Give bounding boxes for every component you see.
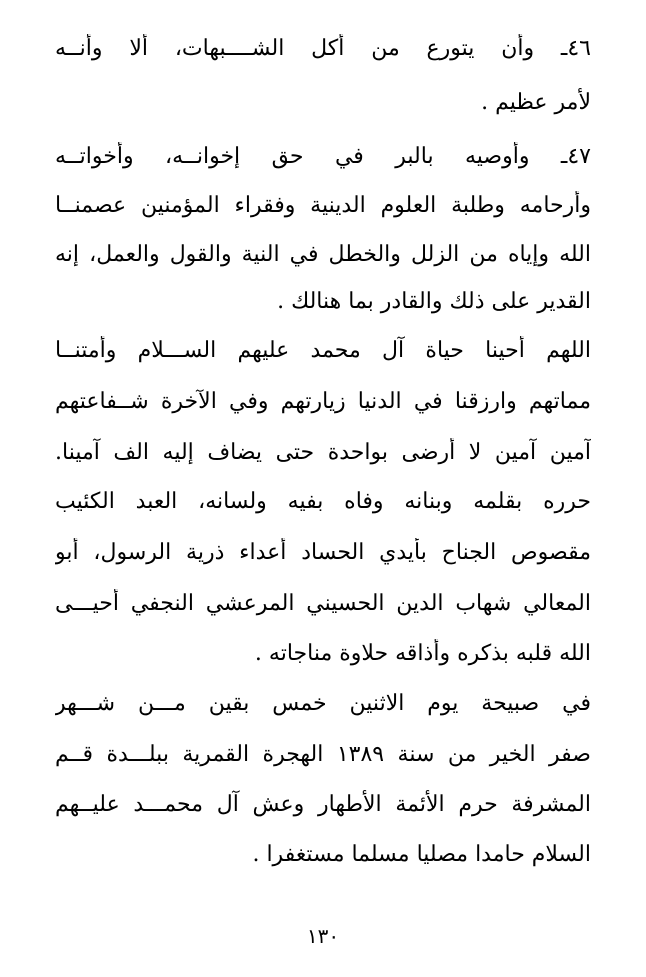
text-line-9: آمين آمين لا أرضى بواحدة حتى يضاف إليه الف آمينا. — [55, 440, 591, 465]
text-line-10: حرره بقلمه وبنانه وفاه بفيه ولسانه، العبد الكئيب — [55, 489, 591, 514]
text-line-5: الله وإياه من الزلل والخطل في النية والقول والعمل، إنه — [55, 242, 591, 267]
text-line-8: مماتهم وارزقنا في الدنيا زيارتهم وفي الآخرة شــفاعتهم — [55, 389, 591, 414]
text-line-3: ٤٧ـ وأوصيه بالبر في حق إخوانــه، وأخواتــه — [55, 144, 591, 169]
text-line-12: المعالي شهاب الدين الحسيني المرعشي النجفي أحيـــى — [55, 591, 591, 616]
text-line-2: لأمر عظيم . — [481, 90, 591, 115]
text-line-11: مقصوص الجناح بأيدي الحساد أعداء ذرية الرسول، أبو — [55, 540, 591, 565]
text-line-16: المشرفة حرم الأئمة الأطهار وعش آل محمـــد عليــهم — [55, 792, 591, 817]
text-line-14: في صبيحة يوم الاثنين خمس بقين مـــن شـــهر — [55, 691, 591, 716]
page-number: ١٣٠ — [306, 924, 340, 948]
text-line-13: الله قلبه بذكره وأذاقه حلاوة مناجاته . — [254, 641, 591, 666]
text-line-17: السلام حامدا مصليا مسلما مستغفرا . — [252, 842, 591, 867]
text-line-1: ٤٦ـ وأن يتورع من أكل الشــــبهات، ألا وأنــه — [55, 36, 591, 61]
text-line-15: صفر الخير من سنة ١٣٨٩ الهجرة القمرية ببلـــدة قــم — [55, 742, 591, 767]
text-line-7: اللهم أحينا حياة آل محمد عليهم الســـلام وأمتنــا — [55, 338, 591, 363]
text-line-4: وأرحامه وطلبة العلوم الدينية وفقراء المؤمنين عصمنــا — [55, 193, 591, 218]
text-line-6: القدير على ذلك والقادر بما هنالك . — [277, 289, 591, 314]
